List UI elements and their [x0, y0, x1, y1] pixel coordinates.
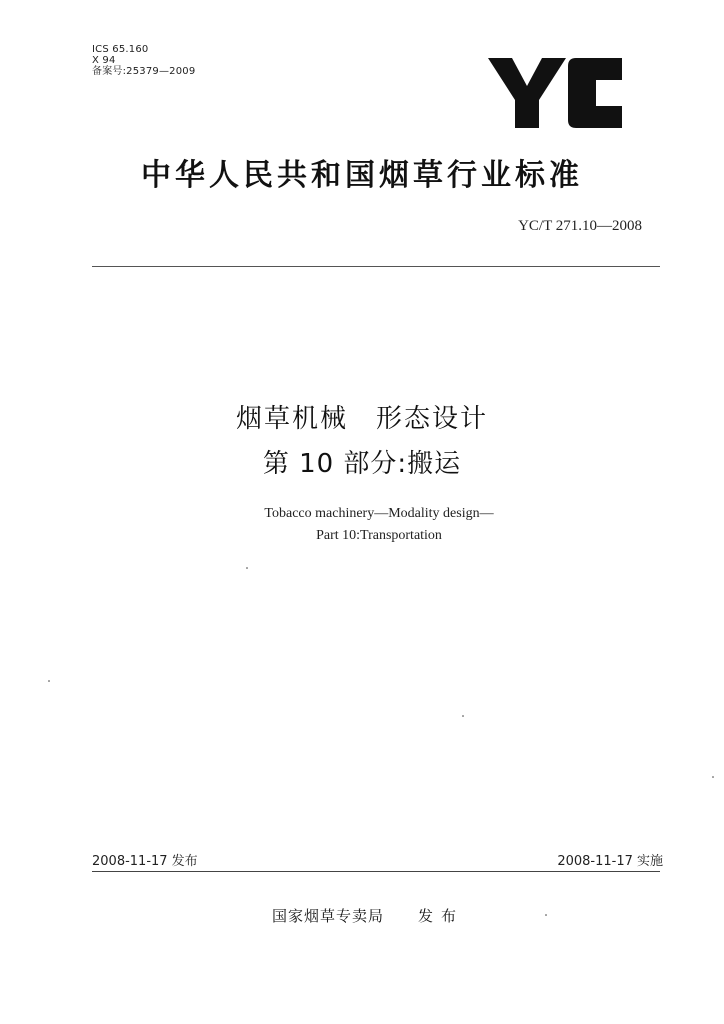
top-divider: [92, 266, 660, 267]
publisher-line: [272, 905, 464, 926]
standard-code: YC/T 271.10—2008: [518, 218, 642, 234]
chinese-title-line-1: 烟草机械 形态设计: [235, 404, 488, 434]
bottom-divider: [92, 871, 660, 872]
implementation-date: 2008-11-17 实施: [557, 854, 663, 869]
issue-date: 2008-11-17 发布: [92, 854, 198, 869]
chinese-title-line-2: 第 10 部分:搬运: [262, 449, 462, 479]
scan-speck: [712, 776, 714, 778]
publisher-organization: 国家烟草专卖局: [272, 907, 385, 925]
classification-block: [92, 44, 195, 77]
class-code: X 94: [92, 55, 116, 66]
org-title: 中华人民共和国烟草行业标准: [141, 158, 583, 193]
english-title-line-2: Part 10:Transportation: [316, 528, 442, 543]
scan-speck: [48, 680, 50, 682]
publisher-action: 发布: [418, 907, 465, 925]
english-title-line-1: Tobacco machinery—Modality design—: [264, 506, 494, 521]
ics-code: ICS 65.160: [92, 44, 149, 55]
scan-speck: [462, 715, 464, 717]
scan-speck: [545, 914, 547, 916]
filing-number: 备案号:25379—2009: [92, 66, 196, 77]
scan-speck: [246, 567, 248, 569]
yc-logo: [488, 56, 628, 130]
